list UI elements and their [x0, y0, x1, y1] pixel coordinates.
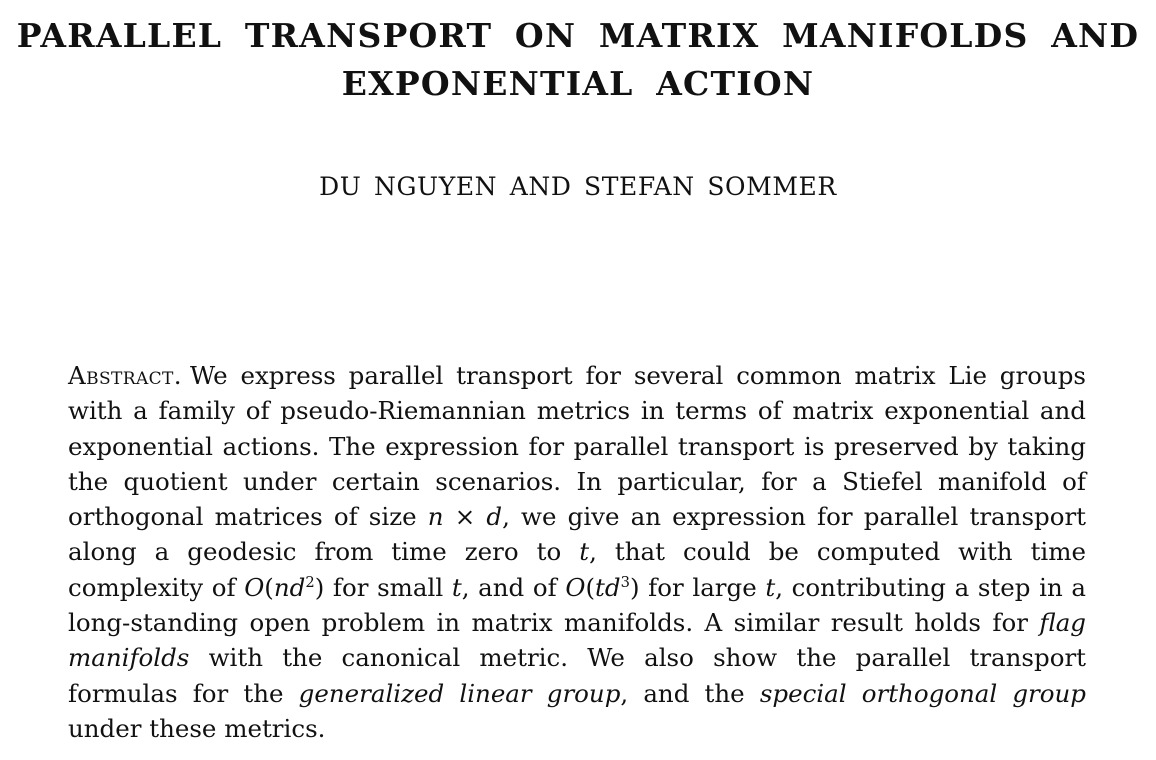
abstract-text-8: with the canonical metric. We also show the parallel transport formulas for the	[68, 643, 1086, 708]
math-paren-close-2: )	[629, 572, 640, 602]
abstract-text-7: , contributing a step in a long-standing open problem in matrix manifolds. A similar result holds for	[68, 572, 1086, 638]
math-t-3: t	[765, 572, 776, 602]
math-t-1: t	[579, 537, 590, 567]
paper-authors: DU NGUYEN AND STEFAN SOMMER	[319, 172, 837, 201]
math-superscript-2: 2	[305, 573, 315, 591]
abstract-text-2: , we give an expression for parallel transport along a geodesic from time zero to	[68, 502, 1087, 567]
abstract-text-10: under these metrics.	[68, 713, 326, 743]
abstract-text-9: , and the	[620, 678, 760, 708]
math-nd: nd	[273, 572, 306, 602]
abstract-text-3: , that could be computed with time complexity of	[68, 537, 1086, 602]
math-superscript-3: 3	[620, 573, 630, 591]
abstract-label: Abstract.	[68, 361, 182, 390]
math-O-1: O	[244, 572, 265, 602]
math-t-2: t	[451, 572, 462, 602]
emphasis-flag-manifolds: flag manifolds	[68, 608, 1086, 673]
math-paren-close-1: )	[314, 572, 325, 602]
paper-title-line-1: PARALLEL TRANSPORT ON MATRIX MANIFOLDS AND	[16, 16, 1140, 55]
math-paren-open-1: (	[264, 572, 274, 602]
math-times: ×	[443, 502, 487, 532]
math-n: n	[427, 502, 444, 532]
emphasis-generalized-linear-group: generalized linear group	[298, 678, 621, 708]
abstract-paragraph	[68, 358, 1086, 746]
emphasis-special-orthogonal-group: special orthogonal group	[759, 678, 1086, 708]
math-O-2: O	[565, 572, 586, 602]
abstract-text-6: for large	[639, 572, 766, 602]
abstract-text-4: for small	[324, 572, 452, 602]
paper-title-line-2: EXPONENTIAL ACTION	[341, 64, 815, 103]
abstract-text-5: , and of	[461, 572, 566, 602]
math-td: td	[595, 572, 621, 602]
math-d: d	[486, 502, 503, 532]
abstract-text-1: We express parallel transport for several common matrix Lie groups with a family of pseudo-Riemannian metrics in terms of matrix exponential and exponential actions. The expression for parallel transport is preserved by taking the quotient under certain scenarios. In particular, for a Stiefel manifold of orthogonal matrices of size	[68, 361, 1086, 532]
math-paren-open-2: (	[585, 572, 596, 602]
paper-title	[0, 12, 1156, 108]
